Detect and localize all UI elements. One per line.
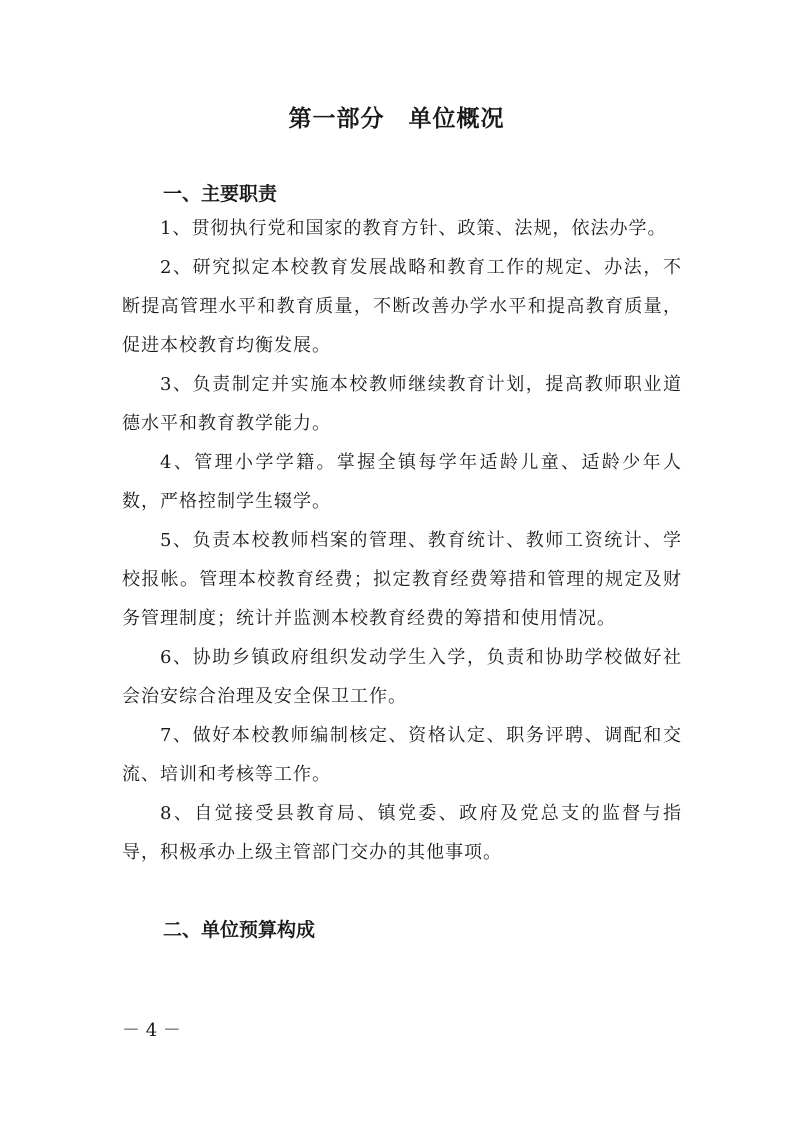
- duty-paragraph: 1、贯彻执行党和国家的教育方针、政策、法规，依法办学。: [160, 218, 667, 239]
- duty-paragraph: 5、负责本校教师档案的管理、教育统计、教师工资统计、学校报帐。管理本校教育经费；拟定教育经费筹措和管理的规定及财务管理制度；统计并监测本校教育经费的筹措和使用情况。: [122, 530, 682, 629]
- duty-paragraph: 3、负责制定并实施本校教师继续教育计划，提高教师职业道德水平和教育教学能力。: [122, 374, 682, 434]
- section-heading-budget: 二、单位预算构成: [163, 919, 316, 941]
- duty-paragraph: 4、管理小学学籍。掌握全镇每学年适龄儿童、适龄少年人数，严格控制学生辍学。: [122, 452, 682, 512]
- section-heading-duties: 一、主要职责: [163, 183, 278, 205]
- page-number: － 4 －: [122, 1020, 181, 1041]
- duties-list: [122, 209, 682, 872]
- duty-paragraph: 6、协助乡镇政府组织发动学生入学，负责和协助学校做好社会治安综合治理及安全保卫工作。: [122, 647, 682, 707]
- duty-paragraph: 7、做好本校教师编制核定、资格认定、职务评聘、调配和交流、培训和考核等工作。: [122, 725, 682, 785]
- duty-paragraph: 8、自觉接受县教育局、镇党委、政府及党总支的监督与指导，积极承办上级主管部门交办的其他事项。: [122, 803, 682, 863]
- page-title: 第一部分 单位概况: [288, 106, 505, 132]
- duty-paragraph: 2、研究拟定本校教育发展战略和教育工作的规定、办法，不断提高管理水平和教育质量，不断改善办学水平和提高教育质量，促进本校教育均衡发展。: [122, 257, 682, 356]
